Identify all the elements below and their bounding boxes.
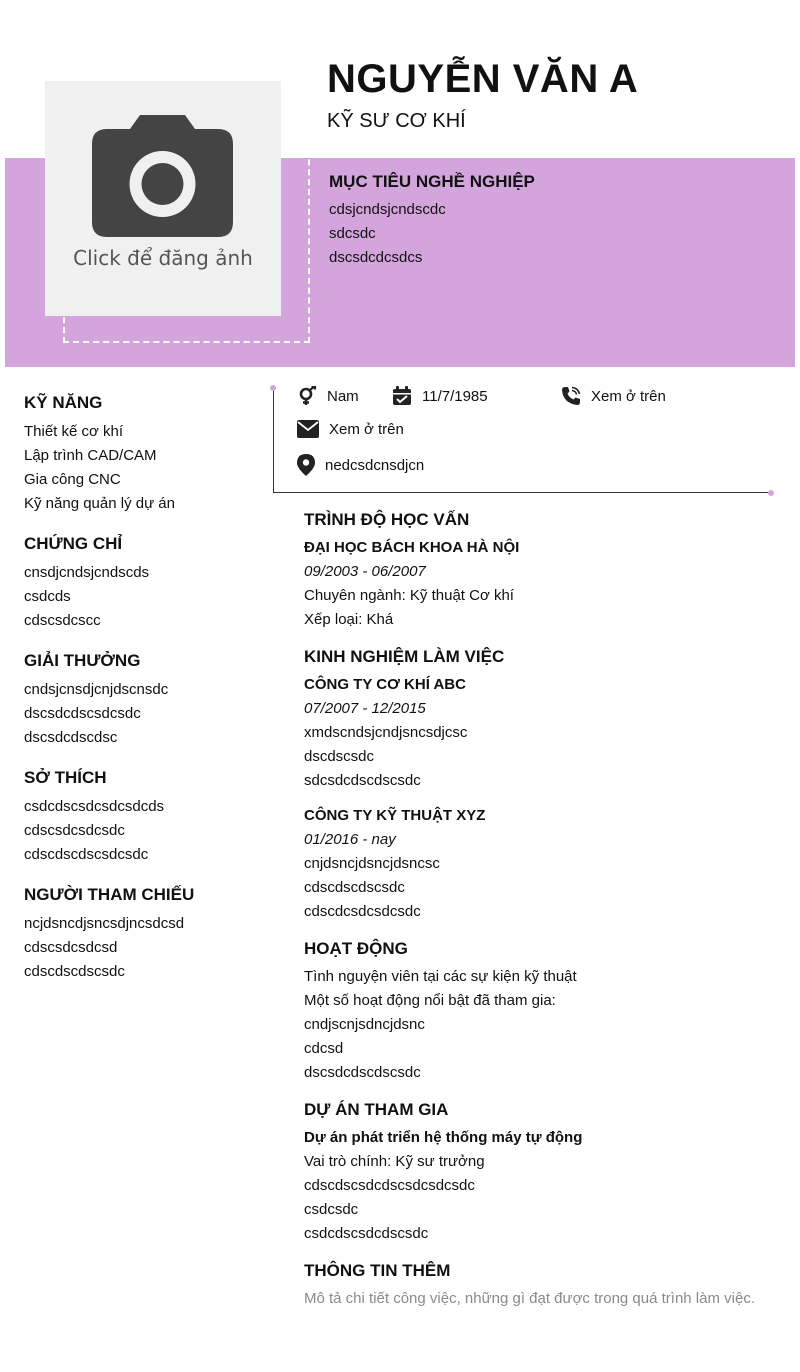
objective-line[interactable]: sdcsdc: [329, 225, 376, 242]
job-line[interactable]: sdcsdcdscdscsdc: [304, 772, 421, 789]
birthday-field[interactable]: [392, 386, 488, 406]
project-name[interactable]: Dự án phát triển hệ thống máy tự động: [304, 1129, 583, 1146]
job-line[interactable]: cdscdcsdcsdcsdc: [304, 903, 421, 920]
skill-item[interactable]: Kỹ năng quản lý dự án: [24, 495, 175, 512]
email-value: Xem ở trên: [329, 420, 404, 438]
hobby-item[interactable]: cdscsdcsdcsdc: [24, 822, 125, 839]
decor-dot: [768, 490, 774, 496]
objective-line[interactable]: cdsjcndsjcndscdc: [329, 201, 446, 218]
project-line[interactable]: Vai trò chính: Kỹ sư trưởng: [304, 1153, 485, 1170]
activity-line[interactable]: cndjscnjsdncjdsnc: [304, 1016, 425, 1033]
phone-icon: [561, 386, 581, 406]
objective-line[interactable]: dscsdcdcsdcs: [329, 249, 423, 266]
activities-title: HOẠT ĐỘNG: [304, 939, 408, 958]
activities-section: [304, 937, 776, 1085]
project-line[interactable]: cdscdscsdcdscsdcsdcsdc: [304, 1177, 475, 1194]
awards-title: GIẢI THƯỞNG: [24, 651, 141, 670]
reference-item[interactable]: cdscsdcsdcsd: [24, 939, 118, 956]
activity-line[interactable]: Tình nguyện viên tại các sự kiện kỹ thuật: [304, 968, 577, 985]
left-column: [24, 391, 264, 1000]
job-period[interactable]: 01/2016 - nay: [304, 831, 396, 848]
project-line[interactable]: csdcsdc: [304, 1201, 359, 1218]
job-period[interactable]: 07/2007 - 12/2015: [304, 700, 426, 717]
certificates-section: [24, 532, 264, 633]
candidate-name[interactable]: NGUYỄN VĂN A: [327, 57, 639, 101]
gender-icon: [297, 386, 317, 406]
gender-field[interactable]: [297, 386, 359, 406]
hobby-item[interactable]: csdcdscsdcsdcsdcds: [24, 798, 165, 815]
job-entry: [304, 673, 776, 793]
hobby-item[interactable]: cdscdscdscsdcsdc: [24, 846, 149, 863]
objective-title: MỤC TIÊU NGHỀ NGHIỆP: [329, 172, 535, 191]
skill-item[interactable]: Gia công CNC: [24, 471, 121, 488]
certificate-item[interactable]: cdscsdcscc: [24, 612, 101, 629]
education-title: TRÌNH ĐỘ HỌC VẤN: [304, 510, 470, 529]
activity-line[interactable]: Một số hoạt động nổi bật đã tham gia:: [304, 992, 556, 1009]
birthday-value: 11/7/1985: [422, 387, 488, 405]
extra-info-section: [304, 1259, 776, 1311]
certificates-title: CHỨNG CHỈ: [24, 534, 123, 553]
hobbies-title: SỞ THÍCH: [24, 768, 107, 787]
reference-item[interactable]: ncjdsncdjsncsdjncsdcsd: [24, 915, 185, 932]
education-period[interactable]: 09/2003 - 06/2007: [304, 563, 426, 580]
gender-value: Nam: [327, 387, 359, 405]
activity-line[interactable]: cdcsd: [304, 1040, 344, 1057]
education-line[interactable]: Xếp loại: Khá: [304, 611, 394, 628]
award-item[interactable]: dscsdcdscdsc: [24, 729, 118, 746]
references-section: [24, 883, 264, 984]
certificate-item[interactable]: cnsdjcndsjcndscds: [24, 564, 150, 581]
company-name[interactable]: CÔNG TY KỸ THUẬT XYZ: [304, 807, 486, 824]
extra-info-title: THÔNG TIN THÊM: [304, 1261, 451, 1280]
phone-field[interactable]: [561, 386, 666, 406]
camera-icon: [92, 115, 233, 237]
references-title: NGƯỜI THAM CHIẾU: [24, 885, 195, 904]
company-name[interactable]: CÔNG TY CƠ KHÍ ABC: [304, 676, 466, 693]
experience-section: [304, 645, 776, 924]
projects-title: DỰ ÁN THAM GIA: [304, 1100, 449, 1119]
job-line[interactable]: cnjdsncjdsncjdsncsc: [304, 855, 440, 872]
hobbies-section: [24, 766, 264, 867]
job-title[interactable]: KỸ SƯ CƠ KHÍ: [327, 110, 466, 132]
right-column: [304, 508, 776, 1324]
calendar-icon: [392, 386, 412, 406]
projects-section: [304, 1098, 776, 1246]
email-field[interactable]: [297, 420, 404, 438]
reference-item[interactable]: cdscdscdscsdc: [24, 963, 125, 980]
extra-info-placeholder[interactable]: Mô tả chi tiết công việc, những gì đạt được trong quá trình làm việc.: [304, 1290, 755, 1307]
skill-item[interactable]: Lập trình CAD/CAM: [24, 447, 157, 464]
education-line[interactable]: Chuyên ngành: Kỹ thuật Cơ khí: [304, 587, 514, 604]
location-pin-icon: [297, 454, 315, 476]
objective-section: [329, 172, 535, 270]
certificate-item[interactable]: csdcds: [24, 588, 71, 605]
envelope-icon: [297, 420, 319, 438]
photo-upload-label: Click để đăng ảnh: [73, 246, 253, 270]
job-line[interactable]: cdscdscdscsdc: [304, 879, 405, 896]
project-line[interactable]: csdcdscsdcdscsdc: [304, 1225, 429, 1242]
job-line[interactable]: dscdscsdc: [304, 748, 375, 765]
photo-upload[interactable]: [45, 81, 281, 316]
phone-value: Xem ở trên: [591, 387, 666, 405]
decor-dot: [270, 385, 276, 391]
education-section: [304, 508, 776, 632]
award-item[interactable]: dscsdcdscsdcsdc: [24, 705, 141, 722]
job-line[interactable]: xmdscndsjcndjsncsdjcsc: [304, 724, 468, 741]
skill-item[interactable]: Thiết kế cơ khí: [24, 423, 124, 440]
school-name[interactable]: ĐẠI HỌC BÁCH KHOA HÀ NỘI: [304, 539, 520, 556]
activity-line[interactable]: dscsdcdscdscsdc: [304, 1064, 421, 1081]
personal-info-box: [273, 388, 770, 493]
job-entry: [304, 804, 776, 924]
award-item[interactable]: cndsjcnsdjcnjdscnsdc: [24, 681, 169, 698]
skills-section: [24, 391, 264, 516]
address-value: nedcsdcnsdjcn: [325, 456, 425, 474]
address-field[interactable]: [297, 454, 424, 476]
skills-title: KỸ NĂNG: [24, 393, 103, 412]
awards-section: [24, 649, 264, 750]
experience-title: KINH NGHIỆM LÀM VIỆC: [304, 647, 505, 666]
